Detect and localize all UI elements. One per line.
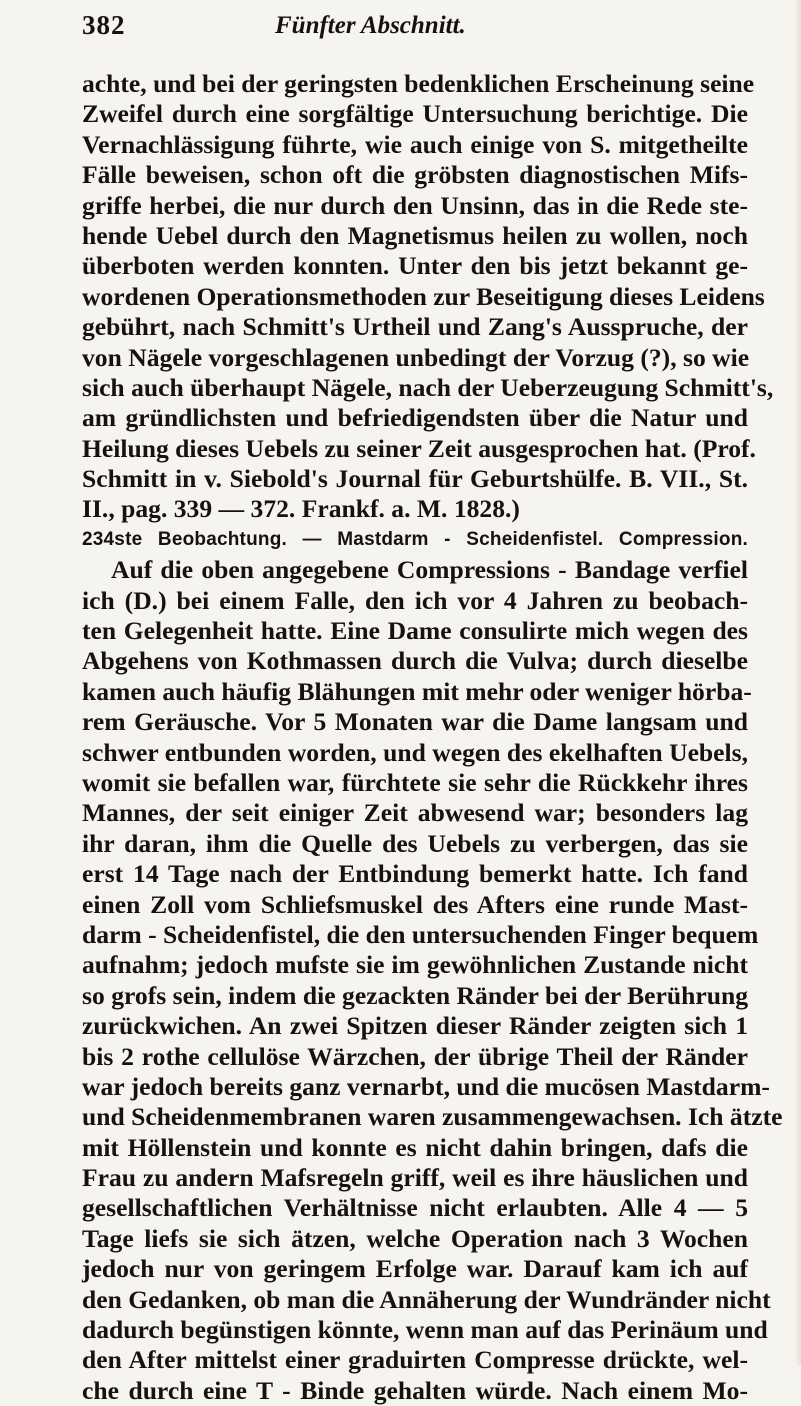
- text-line: Auf die oben angegebene Compressions - Bandage verfiel: [111, 555, 748, 585]
- text-line: ten Gelegenheit hatte. Eine Dame consulirte mich wegen des: [82, 616, 748, 646]
- text-line: von Nägele vorgeschlagenen unbedingt der Vorzug (?), so wie: [82, 342, 750, 372]
- text-line: Vernachlässigung führte, wie auch einige von S. mitgetheilte: [82, 129, 748, 159]
- text-line: überboten werden konnten. Unter den bis jetzt bekannt ge-: [82, 251, 748, 281]
- text-line: ihr daran, ihm die Quelle des Uebels zu verbergen, das sie: [82, 828, 748, 858]
- text-line: womit sie befallen war, fürchtete sie sehr die Rückkehr ihres: [82, 767, 748, 797]
- text-line: Fälle beweisen, schon oft die gröbsten diagnostischen Mifs-: [82, 160, 748, 190]
- text-line: zurückwichen. An zwei Spitzen dieser Ränder zeigten sich 1: [82, 1011, 748, 1041]
- text-line: den Gedanken, ob man die Annäherung der Wundränder nicht: [82, 1284, 771, 1314]
- text-line: II., pag. 339 — 372. Frankf. a. M. 1828.): [82, 494, 520, 524]
- observation-heading: 234ste Beobachtung. — Mastdarm - Scheidenfistel. Compression.: [82, 528, 748, 550]
- text-line: sich auch überhaupt Nägele, nach der Ueberzeugung Schmitt's,: [82, 372, 774, 402]
- text-line: war jedoch bereits ganz vernarbt, und die mucösen Mastdarm-: [82, 1071, 770, 1101]
- text-line: wordenen Operationsmethoden zur Beseitigung dieses Leidens: [82, 281, 765, 311]
- text-line: Mannes, der seit einiger Zeit abwesend war; besonders lag: [82, 798, 748, 828]
- text-line: bis 2 rothe cellulöse Wärzchen, der übrige Theil der Ränder: [82, 1041, 748, 1071]
- body-text: [82, 69, 783, 1406]
- text-line: erst 14 Tage nach der Entbindung bemerkt hatte. Ich fand: [82, 859, 748, 889]
- running-head: [82, 10, 742, 50]
- page-edge-shadow: [795, 0, 801, 1365]
- text-line: Zweifel durch eine sorgfältige Untersuchung berichtige. Die: [82, 99, 748, 129]
- text-line: che durch eine T - Binde gehalten würde. Nach einem Mo-: [82, 1375, 748, 1405]
- text-line: so grofs sein, indem die gezackten Ränder bei der Berührung: [82, 980, 748, 1010]
- text-line: Tage liefs sie sich ätzen, welche Operation nach 3 Wochen: [82, 1223, 748, 1253]
- text-line: Heilung dieses Uebels zu seiner Zeit ausgesprochen hat. (Prof.: [82, 433, 756, 463]
- text-line: rem Geräusche. Vor 5 Monaten war die Dame langsam und: [82, 707, 748, 737]
- text-line: den After mittelst einer graduirten Compresse drückte, wel-: [82, 1345, 748, 1375]
- text-line: einen Zoll vom Schliefsmuskel des Afters eine runde Mast-: [82, 889, 748, 919]
- text-line: darm - Scheidenfistel, die den untersuchenden Finger bequem: [82, 919, 759, 949]
- text-line: hende Uebel durch den Magnetismus heilen zu wollen, noch: [82, 220, 748, 250]
- text-line: mit Höllenstein und konnte es nicht dahin bringen, dafs die: [82, 1132, 748, 1162]
- text-line: dadurch begünstigen könnte, wenn man auf das Perinäum und: [82, 1315, 768, 1345]
- text-line: jedoch nur von geringem Erfolge war. Darauf kam ich auf: [82, 1254, 748, 1284]
- text-line: und Scheidenmembranen waren zusammengewachsen. Ich ätzte: [82, 1102, 783, 1132]
- text-line: Abgehens von Kothmassen durch die Vulva; durch dieselbe: [82, 646, 748, 676]
- text-line: kamen auch häufig Blähungen mit mehr oder weniger hörba-: [82, 676, 752, 706]
- text-line: gebührt, nach Schmitt's Urtheil und Zang's Ausspruche, der: [82, 312, 748, 342]
- text-line: ich (D.) bei einem Falle, den ich vor 4 Jahren zu beobach-: [82, 585, 748, 615]
- text-line: Frau zu andern Mafsregeln griff, weil es ihre häuslichen und: [82, 1163, 748, 1193]
- text-line: Schmitt in v. Siebold's Journal für Geburtshülfe. B. VII., St.: [82, 464, 748, 494]
- page-number: 382: [82, 10, 126, 40]
- text-line: am gründlichsten und befriedigendsten über die Natur und: [82, 403, 748, 433]
- text-line: schwer entbunden worden, und wegen des ekelhaften Uebels,: [82, 737, 748, 767]
- text-line: aufnahm; jedoch mufste sie im gewöhnlichen Zustande nicht: [82, 950, 748, 980]
- text-line: achte, und bei der geringsten bedenklichen Erscheinung seine: [82, 69, 755, 98]
- text-line: gesellschaftlichen Verhältnisse nicht erlaubten. Alle 4 — 5: [82, 1193, 748, 1223]
- text-line: griffe herbei, die nur durch den Unsinn, das in die Rede ste-: [82, 190, 748, 220]
- section-title: Fünfter Abschnitt.: [275, 12, 466, 39]
